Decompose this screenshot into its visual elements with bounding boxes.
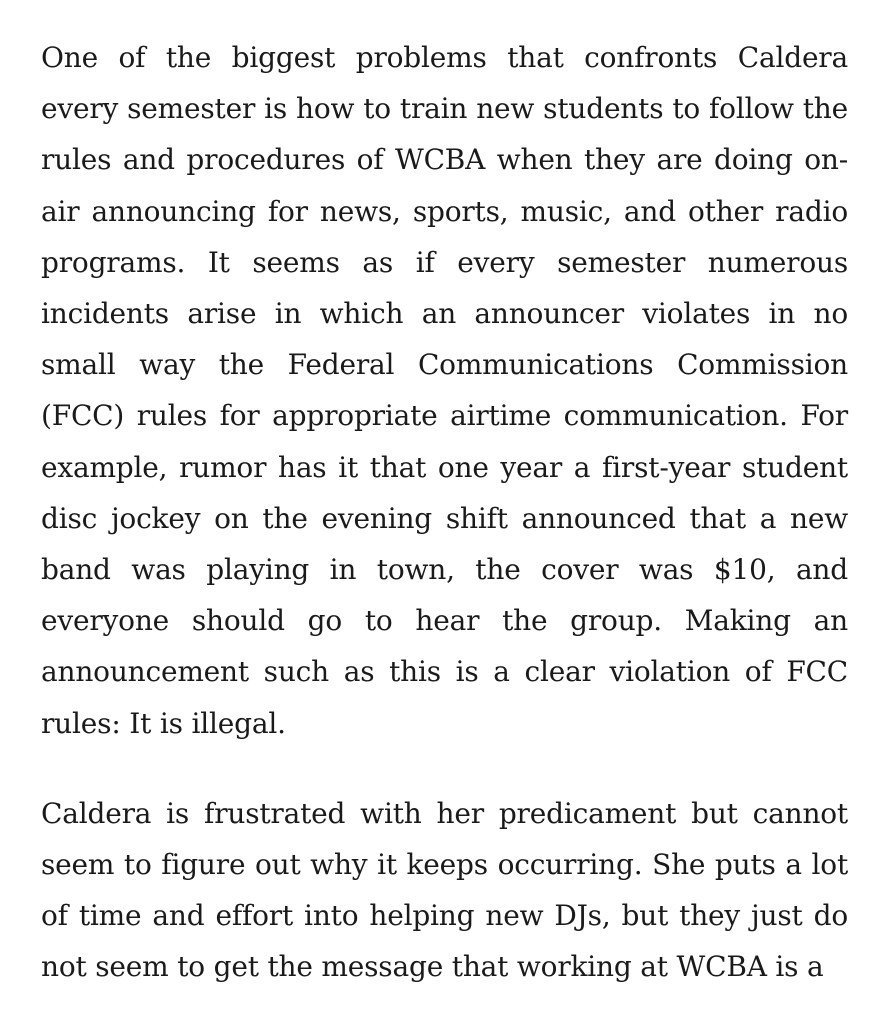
- document-page: [41, 32, 848, 993]
- paragraph-2: Caldera is frustrated with her predicament but cannot seem to figure out why it keeps occurring. She puts a lot of time and effort into helping new DJs, but they just do not seem to get the message that working at WCBA is a: [41, 796, 848, 984]
- paragraph-1: One of the biggest problems that confronts Caldera every semester is how to train new students to follow the rules and procedures of WCBA when they are doing on-air announcing for news, sports, music, and other radio programs. It seems as if every semester numerous incidents arise in which an announcer violates in no small way the Federal Communications Commission (FCC) rules for appropriate airtime communication. For example, rumor has it that one year a first-year student disc jockey on the evening shift announced that a new band was playing in town, the cover was $10, and everyone should go to hear the group. Making an announcement such as this is a clear violation of FCC rules: It is illegal.: [41, 41, 848, 740]
